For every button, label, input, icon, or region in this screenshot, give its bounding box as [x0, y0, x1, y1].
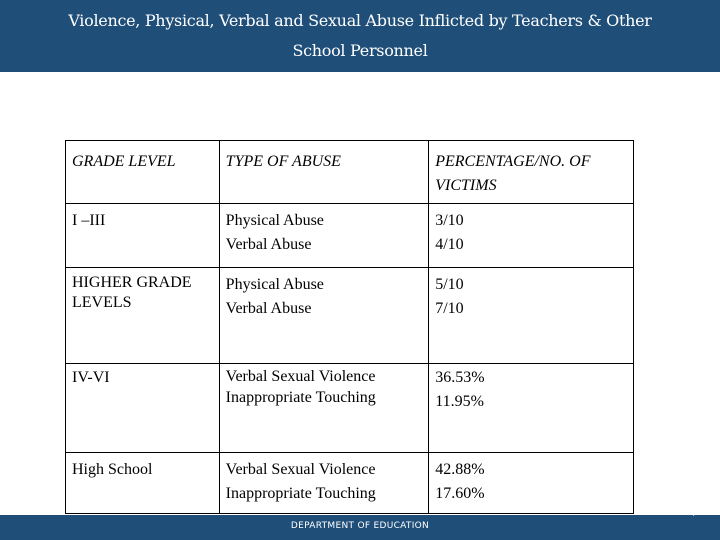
value-item: 36.53%	[435, 369, 485, 386]
value-item: 42.88%	[435, 461, 485, 478]
header-grade-level: GRADE LEVEL	[66, 141, 220, 204]
abuse-table	[65, 140, 634, 514]
slide-header	[0, 0, 720, 72]
table-row	[66, 204, 634, 268]
slide-number: 7	[692, 511, 696, 518]
grade-cell: IV-VI	[66, 364, 220, 453]
slide-title: Violence, Physical, Verbal and Sexual Abuse Inflicted by Teachers & Other School Personnel	[68, 11, 652, 60]
type-cell	[219, 268, 429, 364]
value-cell	[429, 268, 634, 364]
type-cell	[219, 453, 429, 514]
type-item: Physical Abuse	[225, 212, 324, 229]
grade-cell: I –III	[66, 204, 220, 268]
footer-band	[0, 515, 720, 540]
type-item: Inappropriate Touching	[225, 485, 376, 502]
type-item: Verbal Sexual Violence	[225, 461, 376, 478]
table-row	[66, 364, 634, 453]
grade-cell: High School	[66, 453, 220, 514]
value-cell	[429, 364, 634, 453]
type-item: Inappropriate Touching	[225, 389, 376, 406]
type-cell	[219, 204, 429, 268]
department-label: DEPARTMENT OF EDUCATION	[290, 521, 430, 531]
value-item: 4/10	[435, 236, 464, 253]
value-item: 17.60%	[435, 485, 485, 502]
table-row	[66, 453, 634, 514]
value-item: 5/10	[435, 276, 464, 293]
value-item: 7/10	[435, 300, 464, 317]
value-cell	[429, 453, 634, 514]
type-item: Verbal Abuse	[225, 300, 312, 317]
type-item: Physical Abuse	[225, 276, 324, 293]
header-percentage: PERCENTAGE/NO. OF VICTIMS	[429, 141, 634, 204]
table-header-row	[66, 141, 634, 204]
grade-cell: HIGHER GRADE LEVELS	[66, 268, 220, 364]
type-item: Verbal Abuse	[225, 236, 312, 253]
type-cell	[219, 364, 429, 453]
value-cell	[429, 204, 634, 268]
value-item: 3/10	[435, 212, 464, 229]
type-item: Verbal Sexual Violence	[225, 368, 376, 385]
table-row	[66, 268, 634, 364]
header-type-of-abuse: TYPE OF ABUSE	[219, 141, 429, 204]
value-item: 11.95%	[435, 393, 484, 410]
